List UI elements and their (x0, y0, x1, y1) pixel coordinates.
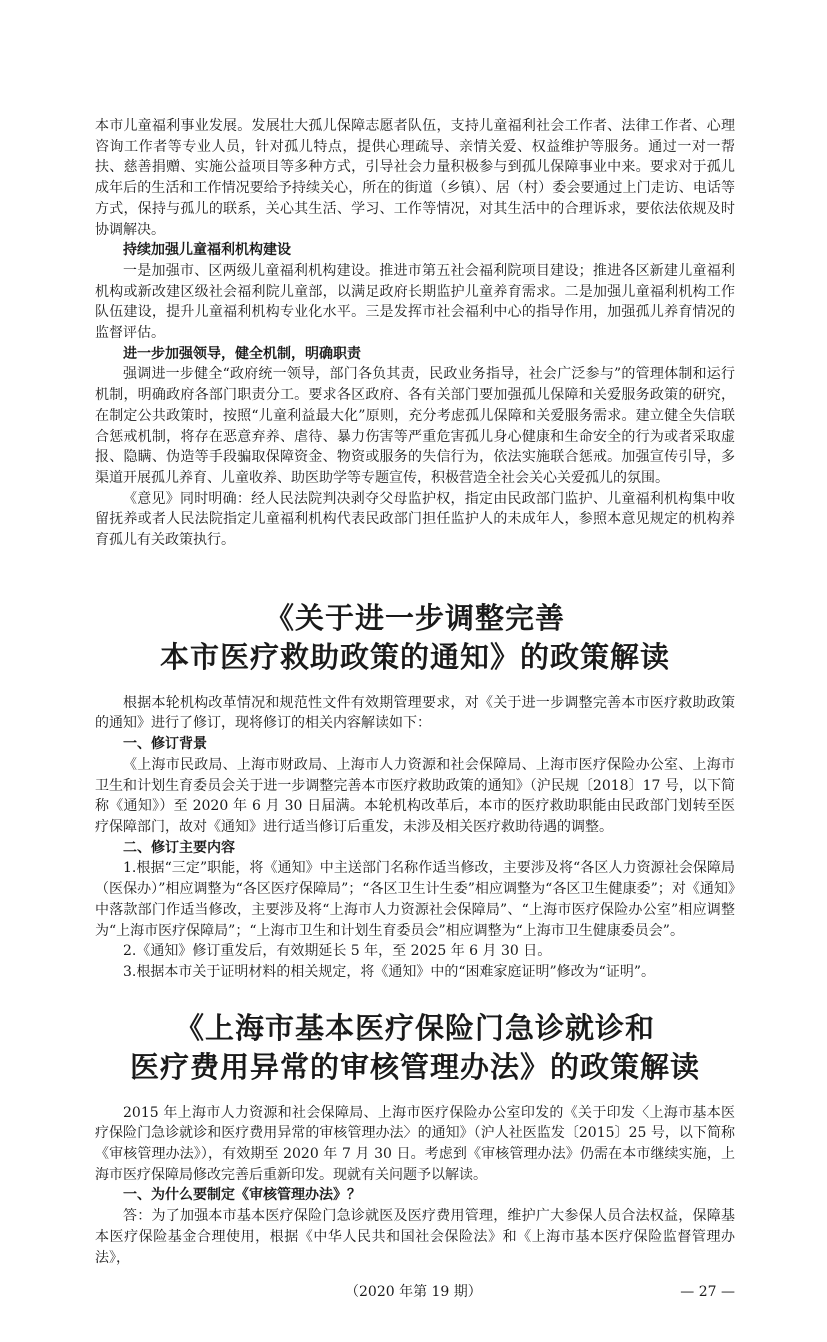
page-footer (95, 1282, 735, 1302)
paragraph: 1.根据“三定”职能，将《通知》中主送部门名称作适当修改，主要涉及将“各区人力资源社会保障局（医保办）”相应调整为“各区医疗保障局”；“各区卫生计生委”相应调整为“各区卫生健康委”；对《通知》中落款部门作适当修改，主要涉及将“上海市人力资源社会保障局”、“上海市医疗保险办公室”相应调整为“上海市医疗保障局”；“上海市卫生和计划生育委员会”相应调整为“上海市卫生健康委员会”。 (95, 860, 735, 939)
issue-label: （2020 年第 19 期） (345, 1284, 482, 1301)
paragraph: 《意见》同时明确：经人民法院判决剥夺父母监护权，指定由民政部门监护、儿童福利机构集中收留抚养或者人民法院指定儿童福利机构代表民政部门担任监护人的未成年人，参照本意见规定的机构养育孤儿有关政策执行。 (95, 490, 735, 549)
title-line: 《上海市基本医疗保险门急诊就诊和 (174, 1010, 655, 1045)
article-title-insurance-audit (95, 1009, 735, 1087)
paragraph: 3.根据本市关于证明材料的相关规定，将《通知》中的“困难家庭证明”修改为“证明”。 (123, 963, 655, 980)
subheading: 一、修订背景 (123, 736, 207, 753)
title-line: 《关于进一步调整完善 (264, 600, 565, 635)
section-orphan-care (95, 116, 735, 551)
subheading: 进一步加强领导，健全机制，明确职责 (123, 345, 361, 362)
title-line: 本市医疗救助政策的通知》的政策解读 (159, 639, 670, 674)
article-title-medical-aid (95, 599, 735, 677)
section-medical-aid (95, 693, 735, 983)
paragraph: 一是加强市、区两级儿童福利机构建设。推进市第五社会福利院项目建设；推进各区新建儿童福利机构或新改建区级社会福利院儿童部，以满足政府长期监护儿童养育需求。二是加强儿童福利机构工作队伍建设，提升儿童福利机构专业化水平。三是发挥市社会福利中心的指导作用，加强孤儿养育情况的监督评估。 (95, 262, 735, 342)
paragraph: 强调进一步健全“政府统一领导，部门各负其责，民政业务指导，社会广泛参与”的管理体制和运行机制，明确政府各部门职责分工。要求各区政府、各有关部门要加强孤儿保障和关爱服务政策的研究，在制定公共政策时，按照“儿童利益最大化”原则，充分考虑孤儿保障和关爱服务需求。建立健全失信联合惩戒机制，将存在恶意弃养、虐待、暴力伤害等严重危害孤儿身心健康和生命安全的行为或者采取虚报、隐瞒、伪造等手段骗取保障资金、物资或服务的失信行为，依法实施联合惩戒。加强宣传引导，多渠道开展孤儿养育、儿童收养、助医助学等专题宣传，积极营造全社会关心关爱孤儿的氛围。 (95, 366, 735, 486)
paragraph: 本市儿童福利事业发展。发展壮大孤儿保障志愿者队伍，支持儿童福利社会工作者、法律工作者、心理咨询工作者等专业人员，针对孤儿特点，提供心理疏导、亲情关爱、权益维护等服务。通过一对一帮扶、慈善捐赠、实施公益项目等多种方式，引导社会力量积极参与到孤儿保障事业中来。要求对于孤儿成年后的生活和工作情况要给予持续关心，所在的街道（乡镇）、居（村）委会要通过上门走访、电话等方式，保持与孤儿的联系，关心其生活、学习、工作等情况，对其生活中的合理诉求，要依法依规及时协调解决。 (95, 118, 735, 238)
paragraph: 《上海市民政局、上海市财政局、上海市人力资源和社会保障局、上海市医疗保险办公室、上海市卫生和计划生育委员会关于进一步调整完善本市医疗救助政策的通知》（沪民规〔2018〕17 号，以下简称《通知》）至 2020 年 6 月 30 日届满。本轮机构改革后，本市的医疗救助职能由民政部门划转至医疗保障部门，故对《通知》进行适当修订后重发，未涉及相关医疗救助待遇的调整。 (95, 756, 735, 835)
subheading: 二、修订主要内容 (123, 839, 235, 856)
paragraph: 答：为了加强本市基本医疗保险门急诊就医及医疗费用管理，维护广大参保人员合法权益，保障基本医疗保险基金合理使用，根据《中华人民共和国社会保险法》和《上海市基本医疗保险监督管理办法》， (95, 1208, 735, 1266)
subheading: 一、为什么要制定《审核管理办法》？ (123, 1187, 361, 1204)
paragraph: 根据本轮机构改革情况和规范性文件有效期管理要求，对《关于进一步调整完善本市医疗救助政策的通知》进行了修订，现将修订的相关内容解读如下： (95, 694, 735, 732)
subheading: 持续加强儿童福利机构建设 (123, 242, 291, 259)
section-insurance-audit (95, 1103, 735, 1269)
page-number: — 27 — (680, 1284, 735, 1301)
paragraph: 2.《通知》修订重发后，有效期延长 5 年，至 2025 年 6 月 30 日。 (123, 943, 552, 960)
title-line: 医疗费用异常的审核管理办法》的政策解读 (129, 1049, 700, 1084)
paragraph: 2015 年上海市人力资源和社会保障局、上海市医疗保险办公室印发的《关于印发〈上海市基本医疗保险门急诊就诊和医疗费用异常的审核管理办法〉的通知》（沪人社医监发〔2015〕25 号，以下简称《审核管理办法》），有效期至 2020 年 7 月 30 日。考虑到《审核管理办法》仍需在本市继续实施，上海市医疗保障局修改完善后重新印发。现就有关问题予以解读。 (95, 1104, 735, 1183)
